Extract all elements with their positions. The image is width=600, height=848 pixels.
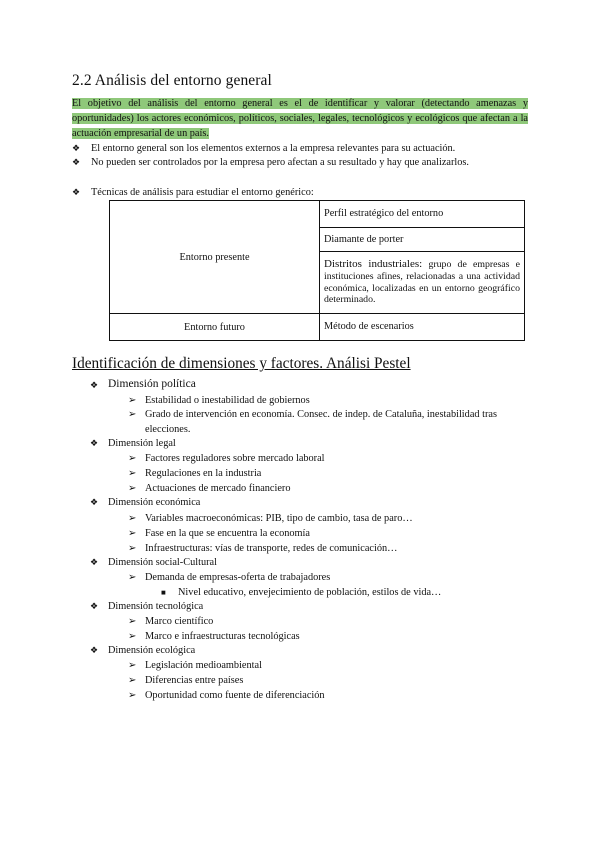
diamond-bullet-icon: ❖ [90,557,99,567]
arrow-bullet-icon: ➢ [128,528,137,539]
square-bullet-icon: ■ [161,588,166,597]
factor-text: Estabilidad o inestabilidad de gobiernos [145,395,310,406]
entorno-futuro-cell: Entorno futuro [110,314,320,341]
diamond-bullet-icon: ❖ [72,187,81,197]
bullet-text: No pueden ser controlados por la empresa pero afectan a su resultado y hay que analizarlos. [91,157,469,168]
dimension-name: Dimensión económica [108,497,201,508]
arrow-bullet-icon: ➢ [128,483,137,494]
factor-text: Marco e infraestructuras tecnológicas [145,631,300,642]
factor-text: Infraestructuras: vías de transporte, redes de comunicación… [145,543,398,554]
pestel-title: Identificación de dimensiones y factores. Análisi Pestel [72,355,411,372]
distritos-industriales-cell [320,252,525,314]
factor-text: Regulaciones en la industria [145,468,262,479]
section-title: 2.2 Análisis del entorno general [72,72,272,89]
arrow-bullet-icon: ➢ [128,675,137,686]
dimension-name: Dimensión social-Cultural [108,557,217,568]
arrow-bullet-icon: ➢ [128,690,137,701]
dimension-name: Dimensión ecológica [108,645,196,656]
factor-text: Grado de intervención en economía. Consec. de indep. de Cataluña, inestabilidad tras [145,409,497,420]
factor-text: Variables macroeconómicas: PIB, tipo de cambio, tasa de paro… [145,513,413,524]
intro-paragraph [72,97,528,141]
diamond-bullet-icon: ❖ [90,497,99,507]
metodo-escenarios-cell: Método de escenarios [320,314,525,341]
dimension-name: Dimensión tecnológica [108,601,204,612]
perfil-estrategico-cell: Perfil estratégico del entorno [320,201,525,228]
factor-text: Fase en la que se encuentra la economía [145,528,310,539]
factor-text: Demanda de empresas-oferta de trabajadores [145,572,331,583]
diamond-bullet-icon: ❖ [72,157,81,167]
arrow-bullet-icon: ➢ [128,409,137,420]
bullet-text: El entorno general son los elementos externos a la empresa relevantes para su actuación. [91,143,456,154]
factor-text: Legislación medioambiental [145,660,262,671]
subfactor-text: Nivel educativo, envejecimiento de población, estilos de vida… [178,587,442,598]
factor-text: Oportunidad como fuente de diferenciación [145,690,325,701]
factor-text: Diferencias entre países [145,675,244,686]
dimension-name: Dimensión política [108,378,196,390]
factor-text: elecciones. [145,424,191,435]
diamond-bullet-icon: ❖ [90,438,99,448]
factor-text: Marco científico [145,616,214,627]
diamond-bullet-icon: ❖ [72,143,81,153]
arrow-bullet-icon: ➢ [128,395,137,406]
intro-highlight: El objetivo del análisis del entorno general es el de identificar y valorar (detectando amenazas y oportunidades) los actores económicos, políticos, sociales, legales, tecnológicos y ecológicos que afectan a la actuación empresarial de un país. [72,98,528,139]
diamante-porter-cell: Diamante de porter [320,228,525,252]
diamond-bullet-icon: ❖ [90,645,99,655]
arrow-bullet-icon: ➢ [128,468,137,479]
diamond-bullet-icon: ❖ [90,601,99,611]
arrow-bullet-icon: ➢ [128,616,137,627]
factor-text: Actuaciones de mercado financiero [145,483,291,494]
factor-text: Factores reguladores sobre mercado laboral [145,453,325,464]
entorno-presente-cell: Entorno presente [110,201,320,314]
distritos-title: Distritos industriales: [324,258,423,271]
arrow-bullet-icon: ➢ [128,453,137,464]
arrow-bullet-icon: ➢ [128,543,137,554]
techniques-intro: Técnicas de análisis para estudiar el entorno genérico: [91,187,314,198]
arrow-bullet-icon: ➢ [128,660,137,671]
techniques-table [109,200,525,341]
dimension-name: Dimensión legal [108,438,176,449]
arrow-bullet-icon: ➢ [128,572,137,583]
arrow-bullet-icon: ➢ [128,631,137,642]
distritos-desc: grupo de empresas e instituciones afines, relacionadas a una actividad económica, localizadas en un entorno geográfico determinado. [324,259,520,306]
arrow-bullet-icon: ➢ [128,513,137,524]
diamond-bullet-icon: ❖ [90,380,99,390]
